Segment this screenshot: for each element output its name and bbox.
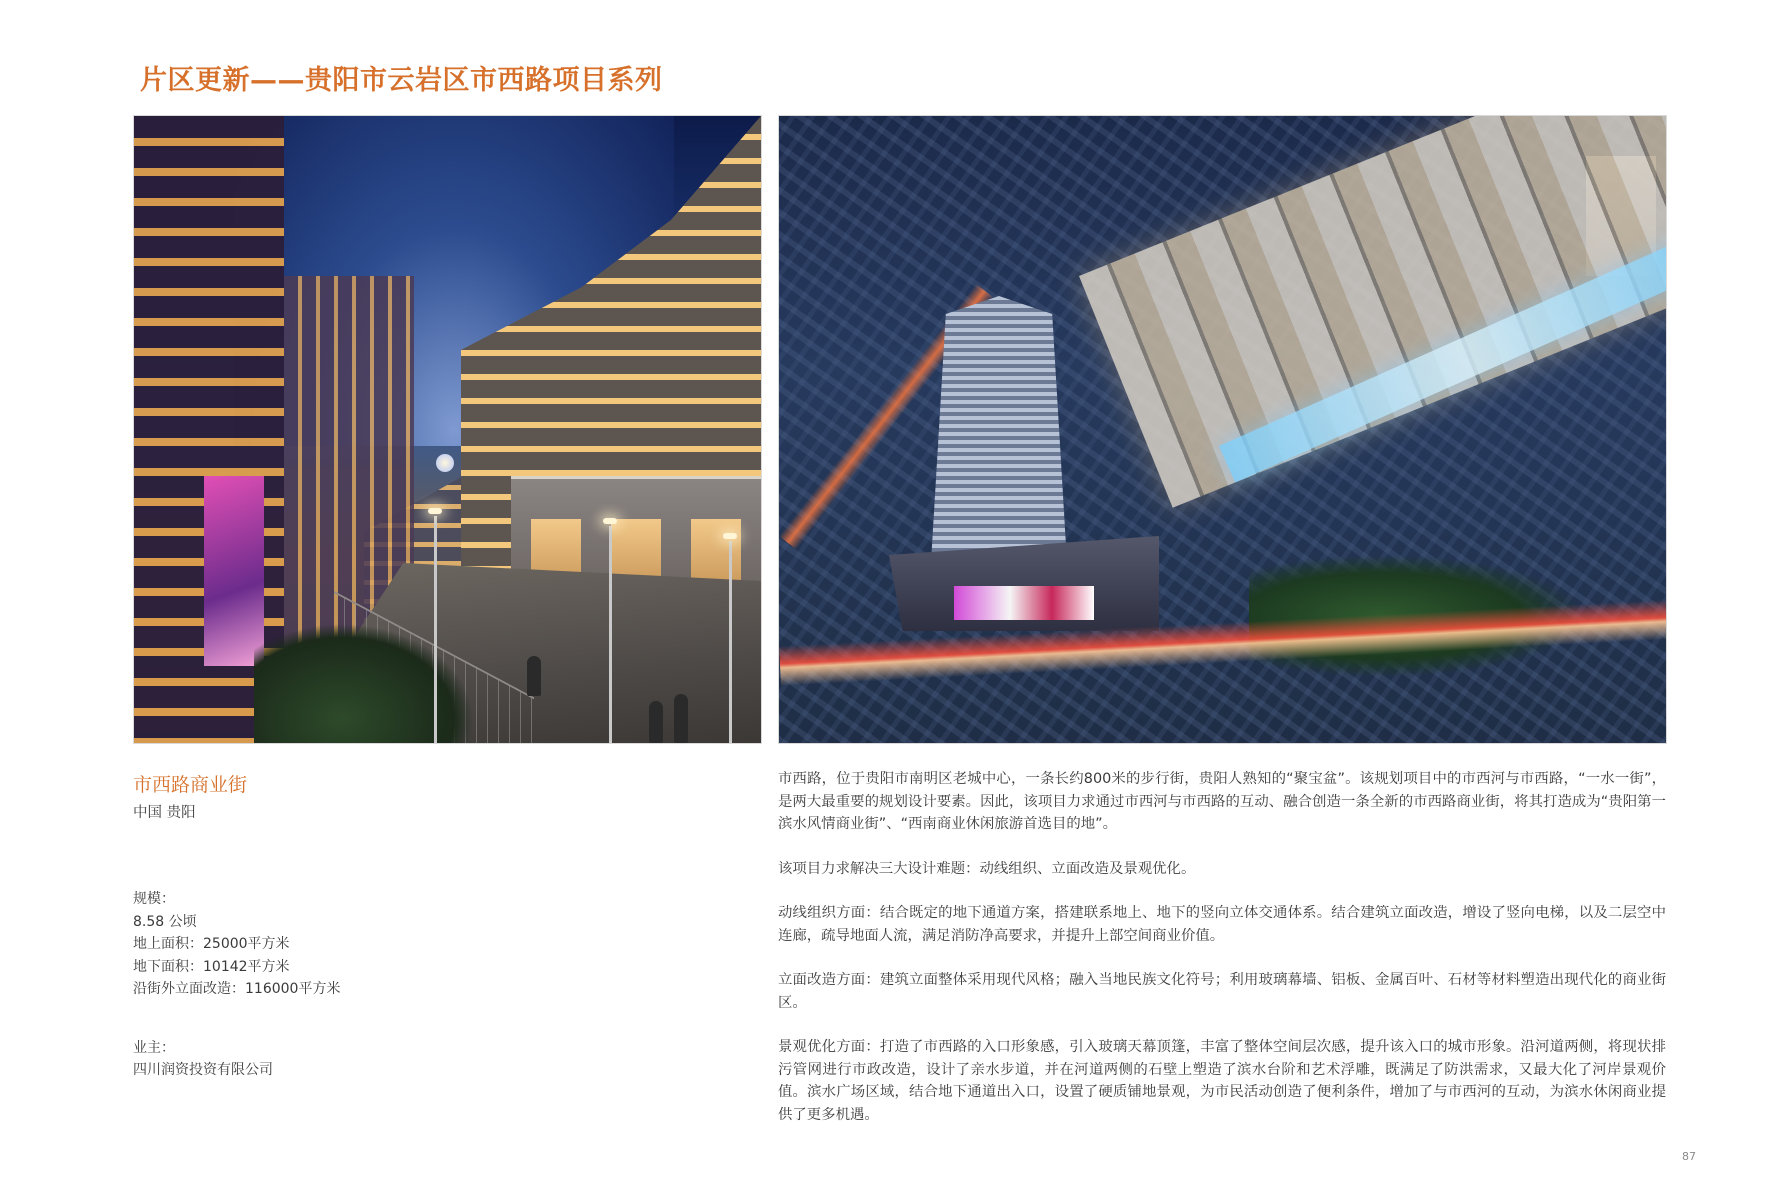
scale-value: 8.58 公顷: [133, 913, 197, 930]
facade-renovation-area: 沿街外立面改造：116000平方米: [133, 981, 341, 997]
moon: [436, 454, 454, 472]
owner-label: 业主：: [133, 1039, 175, 1056]
street-rendering-image: [133, 115, 762, 744]
project-name: 市西路商业街: [133, 774, 248, 796]
below-ground-area: 地下面积：10142平方米: [133, 958, 290, 975]
page-title: 片区更新——贵阳市云岩区市西路项目系列: [140, 65, 663, 96]
aerial-rendering-image: [778, 115, 1667, 744]
description-paragraph: 动线组织方面：结合既定的地下通道方案，搭建联系地上、地下的竖向立体交通体系。结合建筑立面改造，增设了竖向电梯，以及二层空中连廊，疏导地面人流，满足消防净高要求，并提升上部空间商业价值。: [778, 905, 1666, 944]
page-number: 87: [1682, 1150, 1696, 1163]
description-paragraph: 景观优化方面：打造了市西路的入口形象感，引入玻璃天幕顶篷，丰富了整体空间层次感，提升该入口的城市形象。沿河道两侧，将现状排污管网进行市政改造，设计了亲水步道，并在河道两侧的石壁上塑造了滨水台阶和艺术浮雕，既满足了防洪需求，又最大化了河岸景观价值。滨水广场区域，结合地下通道出入口，设置了硬质铺地景观，为市民活动创造了便利条件，增加了与市西河的互动，为滨水休闲商业提供了更多机遇。: [778, 1039, 1666, 1123]
scale-label: 规模：: [133, 891, 175, 907]
owner-value: 四川润资投资有限公司: [133, 1062, 273, 1078]
led-screen: [954, 586, 1094, 620]
project-location: 中国 贵阳: [133, 805, 196, 821]
description-paragraph: 市西路，位于贵阳市南明区老城中心，一条长约800米的步行街，贵阳人熟知的“聚宝盆”。该规划项目中的市西河与市西路，“一水一街”，是两大最重要的规划设计要素。因此，该项目力求通过市西河与市西路的互动、融合创造一条全新的市西路商业街，将其打造成为“贵阳第一滨水风情商业街”、“西南商业休闲旅游首选目的地”。: [778, 771, 1666, 832]
project-description: [778, 768, 1666, 1148]
description-paragraph: 该项目力求解决三大设计难题：动线组织、立面改造及景观优化。: [778, 860, 1196, 877]
above-ground-area: 地上面积：25000平方米: [133, 936, 290, 952]
description-paragraph: 立面改造方面：建筑立面整体采用现代风格；融入当地民族文化符号；利用玻璃幕墙、铝板、金属百叶、石材等材料塑造出现代化的商业街区。: [778, 972, 1666, 1011]
project-specs: [133, 888, 340, 1082]
